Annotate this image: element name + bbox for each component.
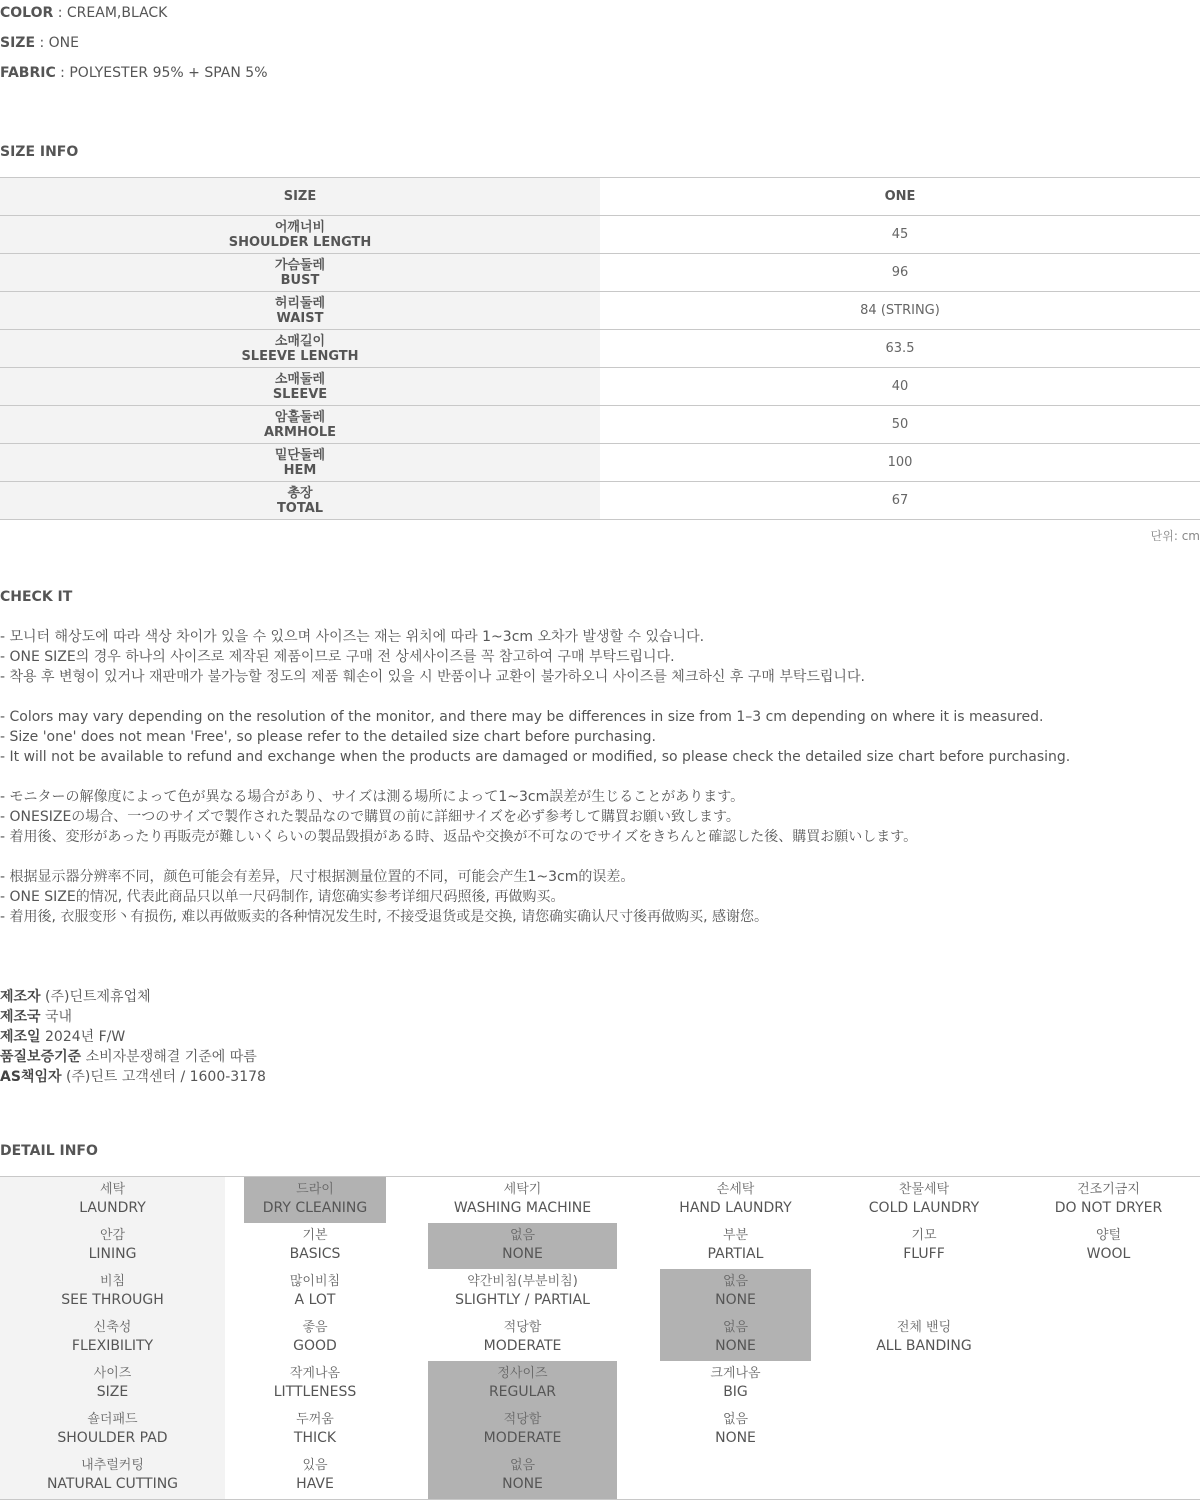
- detail-en: HAVE: [296, 1476, 334, 1492]
- date-line: [0, 1027, 125, 1047]
- detail-option-selected: [428, 1453, 617, 1499]
- info-value: : POLYESTER 95% + SPAN 5%: [55, 65, 268, 81]
- detail-ko: 내추럴커팅: [81, 1458, 144, 1473]
- detail-category-label: [0, 1407, 225, 1453]
- size-table-row: [0, 368, 1200, 406]
- size-table-row: [0, 292, 1200, 330]
- measure-ko: 소매길이: [274, 333, 326, 349]
- detail-option-selected: [660, 1269, 811, 1315]
- detail-ko: 있음: [302, 1458, 328, 1473]
- detail-en: PARTIAL: [707, 1246, 764, 1262]
- meta-value: 2024년 F/W: [40, 1029, 126, 1045]
- size-table-row: [0, 444, 1200, 482]
- detail-ko: 드라이: [296, 1182, 334, 1197]
- size-measure-label: [0, 368, 600, 406]
- detail-ko: 찬물세탁: [898, 1182, 950, 1197]
- detail-en: WASHING MACHINE: [453, 1200, 592, 1216]
- quality-line: [0, 1047, 257, 1067]
- check-line: - ONE SIZE的情况, 代表此商品只以单一尺码制作, 请您确实参考详细尺码照後, 再做购买。: [0, 889, 565, 905]
- size-measure-value: 84 (STRING): [600, 292, 1200, 330]
- detail-category-label: [0, 1177, 225, 1223]
- size-table-row: [0, 330, 1200, 368]
- check-line: - 모니터 해상도에 따라 색상 차이가 있을 수 있으며 사이즈는 재는 위치에 따라 1~3cm 오차가 발생할 수 있습니다.: [0, 629, 705, 645]
- detail-ko: 없음: [722, 1320, 749, 1335]
- measure-en: WAIST: [276, 310, 324, 326]
- detail-option-selected: [428, 1407, 617, 1453]
- detail-en: THICK: [293, 1430, 337, 1446]
- detail-ko: 손세탁: [716, 1182, 755, 1197]
- detail-en: ALL BANDING: [876, 1338, 972, 1354]
- detail-option: [244, 1223, 386, 1269]
- meta-value: (주)딘트 고객센터 / 1600-3178: [61, 1069, 266, 1085]
- detail-option: [244, 1453, 386, 1499]
- detail-option: [660, 1361, 811, 1407]
- fabric-info: [0, 63, 268, 83]
- detail-option-selected: [660, 1315, 811, 1361]
- detail-en: GOOD: [293, 1338, 337, 1354]
- size-measure-value: 67: [600, 482, 1200, 520]
- check-line: - 根据显示器分辨率不同，颜色可能会有差异，尺寸根据测量位置的不同，可能会产生1~3cm的误差。: [0, 869, 635, 885]
- size-header-value: ONE: [600, 178, 1200, 216]
- detail-en: MODERATE: [483, 1338, 562, 1354]
- size-measure-value: 100: [600, 444, 1200, 482]
- detail-en: LITTLENESS: [273, 1384, 357, 1400]
- detail-ko: 작게나옴: [289, 1366, 341, 1381]
- detail-ko: 안감: [99, 1228, 126, 1243]
- detail-option: [660, 1177, 811, 1223]
- measure-en: HEM: [283, 462, 317, 478]
- size-measure-value: 40: [600, 368, 1200, 406]
- info-key: COLOR: [0, 5, 54, 21]
- detail-en: DRY CLEANING: [262, 1200, 368, 1216]
- measure-en: SLEEVE LENGTH: [241, 348, 359, 364]
- size-measure-label: [0, 216, 600, 254]
- detail-ko: 없음: [509, 1228, 536, 1243]
- detail-ko: 크게나옴: [710, 1366, 761, 1381]
- detail-grid: [0, 1176, 1200, 1500]
- detail-option: [428, 1177, 617, 1223]
- detail-en: SLIGHTLY / PARTIAL: [455, 1292, 590, 1308]
- check-line: - Size 'one' does not mean 'Free', so please refer to the detailed size chart before purchasing.: [0, 729, 656, 745]
- detail-category-label: [0, 1315, 225, 1361]
- measure-ko: 소매둘레: [274, 371, 326, 387]
- detail-category-label: [0, 1453, 225, 1499]
- size-info-line: [0, 33, 79, 53]
- country-line: [0, 1007, 72, 1027]
- detail-ko: 기모: [911, 1228, 937, 1243]
- detail-en: DO NOT DRYER: [1054, 1200, 1163, 1216]
- size-table-row: [0, 482, 1200, 520]
- check-line: - 着用後、変形があったり再販売が難しいくらいの製品毀損がある時、返品や交換が不可なのでサイズをきちんと確認した後、購買お願いします。: [0, 829, 918, 845]
- detail-option: [836, 1177, 1012, 1223]
- detail-ko: 없음: [509, 1458, 536, 1473]
- check-it-title: CHECK IT: [0, 589, 73, 605]
- detail-en: COLD LAUNDRY: [868, 1200, 980, 1216]
- detail-option: [660, 1223, 811, 1269]
- detail-en: BIG: [723, 1384, 748, 1400]
- detail-category-label: [0, 1361, 225, 1407]
- measure-en: BUST: [280, 272, 320, 288]
- check-line: - ONE SIZE의 경우 하나의 사이즈로 제작된 제품이므로 구매 전 상세사이즈를 꼭 참고하여 구매 부탁드립니다.: [0, 649, 675, 665]
- detail-ko: 사이즈: [93, 1366, 132, 1381]
- detail-ko: 없음: [722, 1274, 749, 1289]
- measure-ko: 어깨너비: [274, 219, 326, 235]
- measure-en: TOTAL: [276, 500, 324, 516]
- check-line: - It will not be available to refund and exchange when the products are damaged or modified, so please check the detailed size chart before purchasing.: [0, 749, 1071, 765]
- size-measure-value: 50: [600, 406, 1200, 444]
- meta-key: 제조국: [0, 1009, 41, 1025]
- color-info: [0, 3, 167, 23]
- detail-en: SEE THROUGH: [61, 1292, 164, 1308]
- meta-value: (주)딘트제휴업체: [40, 989, 151, 1005]
- detail-info-title: DETAIL INFO: [0, 1143, 98, 1159]
- detail-ko: 정사이즈: [497, 1366, 548, 1381]
- meta-value: 국내: [40, 1009, 73, 1025]
- detail-en: FLEXIBILITY: [71, 1338, 154, 1354]
- detail-en: MODERATE: [483, 1430, 562, 1446]
- detail-option: [244, 1407, 386, 1453]
- info-value: : ONE: [35, 35, 79, 51]
- size-info-title: SIZE INFO: [0, 144, 79, 160]
- measure-en: SHOULDER LENGTH: [228, 234, 372, 250]
- detail-en: NONE: [502, 1246, 543, 1262]
- size-measure-value: 96: [600, 254, 1200, 292]
- detail-ko: 많이비침: [289, 1274, 341, 1289]
- detail-ko: 세탁기: [503, 1182, 542, 1197]
- size-measure-value: 45: [600, 216, 1200, 254]
- detail-ko: 비침: [99, 1274, 126, 1289]
- detail-ko: 신축성: [93, 1320, 132, 1335]
- detail-option: [1030, 1177, 1187, 1223]
- unit-label: 단위: cm: [1150, 529, 1200, 543]
- meta-key: 품질보증기준: [0, 1049, 82, 1065]
- detail-ko: 약간비침(부분비침): [467, 1274, 578, 1289]
- size-table: [0, 177, 1200, 520]
- size-measure-label: [0, 330, 600, 368]
- size-measure-label: [0, 444, 600, 482]
- detail-option: [1030, 1223, 1187, 1269]
- detail-en: LINING: [88, 1246, 137, 1262]
- detail-option: [836, 1315, 1012, 1361]
- meta-value: 소비자분쟁해결 기준에 따름: [81, 1049, 257, 1065]
- meta-key: 제조자: [0, 989, 41, 1005]
- detail-en: NONE: [715, 1292, 756, 1308]
- detail-en: WOOL: [1086, 1246, 1131, 1262]
- detail-en: SIZE: [96, 1384, 129, 1400]
- size-measure-label: [0, 482, 600, 520]
- size-table-row: [0, 216, 1200, 254]
- size-measure-label: [0, 292, 600, 330]
- detail-category-label: [0, 1223, 225, 1269]
- detail-option: [428, 1315, 617, 1361]
- measure-ko: 가슴둘레: [274, 257, 326, 273]
- detail-en: HAND LAUNDRY: [679, 1200, 792, 1216]
- detail-ko: 건조기금지: [1077, 1182, 1140, 1197]
- detail-en: REGULAR: [488, 1384, 557, 1400]
- measure-ko: 허리둘레: [274, 295, 326, 311]
- detail-option: [660, 1407, 811, 1453]
- detail-ko: 양털: [1095, 1228, 1122, 1243]
- detail-ko: 적당함: [503, 1320, 542, 1335]
- detail-option-selected: [428, 1223, 617, 1269]
- detail-ko: 두꺼움: [296, 1412, 334, 1427]
- size-measure-value: 63.5: [600, 330, 1200, 368]
- meta-key: 제조일: [0, 1029, 41, 1045]
- detail-en: NATURAL CUTTING: [46, 1476, 179, 1492]
- detail-ko: 부분: [722, 1228, 749, 1243]
- size-measure-label: [0, 254, 600, 292]
- detail-en: NONE: [715, 1430, 756, 1446]
- check-line: - Colors may vary depending on the resolution of the monitor, and there may be differences in size from 1–3 cm depending on where it is measured.: [0, 709, 1044, 725]
- check-line: - ONESIZEの場合、一つのサイズで製作された製品なので購買の前に詳細サイズを必ず参考して購買お願い致します。: [0, 809, 740, 825]
- detail-option: [244, 1361, 386, 1407]
- size-header-label: SIZE: [0, 178, 600, 216]
- detail-en: FLUFF: [903, 1246, 945, 1262]
- detail-option-selected: [244, 1177, 386, 1223]
- detail-en: A LOT: [294, 1292, 336, 1308]
- size-table-row: [0, 406, 1200, 444]
- as-line: [0, 1067, 266, 1087]
- measure-ko: 밑단둘레: [274, 447, 326, 463]
- measure-en: ARMHOLE: [263, 424, 337, 440]
- meta-key: AS책임자: [0, 1069, 62, 1085]
- detail-option: [836, 1223, 1012, 1269]
- check-line: - 착용 후 변형이 있거나 재판매가 불가능할 정도의 제품 훼손이 있을 시 반품이나 교환이 불가하오니 사이즈를 체크하신 후 구매 부탁드립니다.: [0, 669, 865, 685]
- size-table-row: [0, 254, 1200, 292]
- detail-ko: 좋음: [302, 1320, 328, 1335]
- info-value: : CREAM,BLACK: [53, 5, 168, 21]
- detail-ko: 숄더패드: [87, 1412, 138, 1427]
- detail-ko: 적당함: [503, 1412, 542, 1427]
- manufacturer-line: [0, 987, 151, 1007]
- detail-en: NONE: [715, 1338, 756, 1354]
- measure-en: SLEEVE: [272, 386, 328, 402]
- detail-ko: 없음: [722, 1412, 749, 1427]
- detail-option: [244, 1315, 386, 1361]
- detail-option: [428, 1269, 617, 1315]
- detail-ko: 세탁: [99, 1182, 126, 1197]
- measure-ko: 총장: [287, 485, 313, 501]
- measure-ko: 암홀둘레: [274, 409, 326, 425]
- detail-en: SHOULDER PAD: [57, 1430, 168, 1446]
- detail-en: NONE: [502, 1476, 543, 1492]
- size-table-header: [0, 178, 1200, 216]
- detail-ko: 기본: [302, 1228, 328, 1243]
- detail-option-selected: [428, 1361, 617, 1407]
- detail-ko: 전체 밴딩: [896, 1320, 952, 1335]
- info-key: SIZE: [0, 35, 36, 51]
- detail-option: [244, 1269, 386, 1315]
- size-measure-label: [0, 406, 600, 444]
- check-line: - 着用後, 衣服变形丶有损伤, 难以再做贩卖的各种情况发生时, 不接受退货或是交换, 请您确实确认尺寸後再做购买, 感谢您。: [0, 909, 769, 925]
- detail-category-label: [0, 1269, 225, 1315]
- detail-en: BASICS: [289, 1246, 341, 1262]
- check-line: - モニターの解像度によって色が異なる場合があり、サイズは測る場所によって1~3cm誤差が生じることがあります。: [0, 789, 745, 805]
- info-key: FABRIC: [0, 65, 56, 81]
- detail-en: LAUNDRY: [79, 1200, 146, 1216]
